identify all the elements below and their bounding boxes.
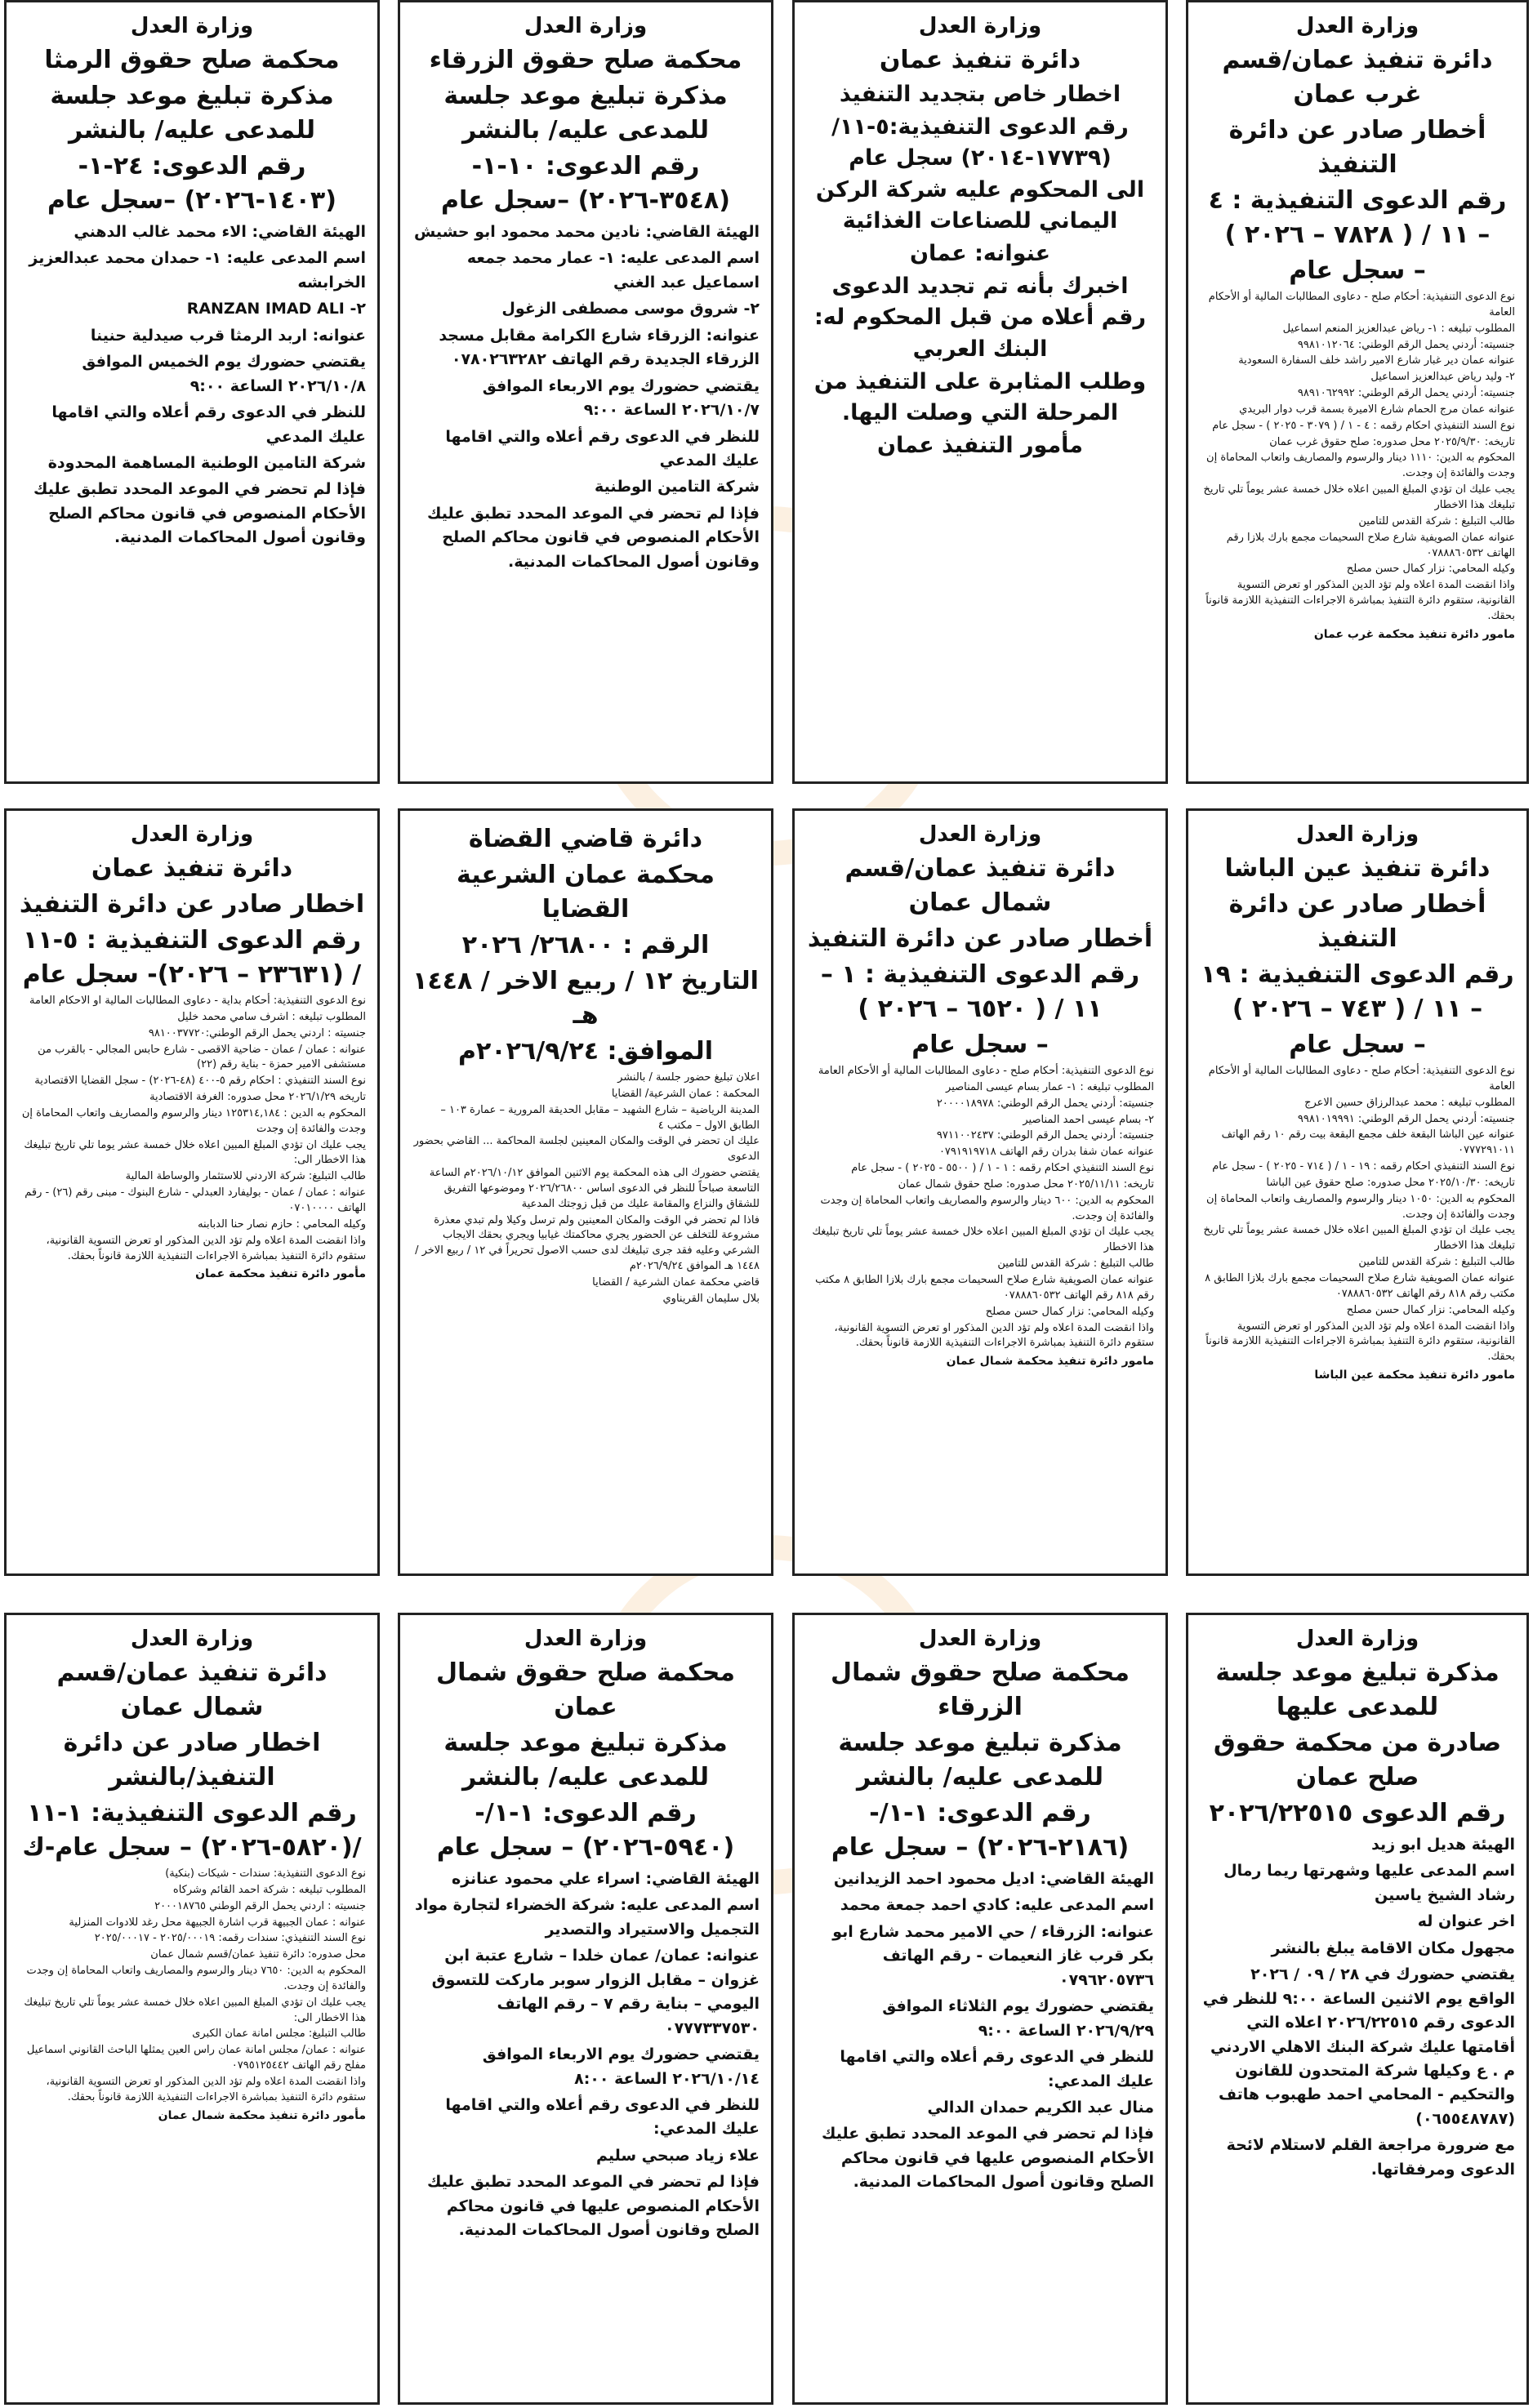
case-number: رقم الدعوى التنفيذية : ٤ – ١١ / ( ٧٨٢٨ – ٢٠٢٦ ) (1208, 186, 1507, 249)
notice-line: جنسيته : اردني يحمل الرقم الوطني ٢٠٠٠١٨٧٦٥ (154, 1899, 366, 1912)
notice-line: ٢- شروق موسى مصطفى الزغول (501, 300, 760, 318)
notice-heading: اخطار صادر عن دائرة التنفيذ (19, 890, 365, 919)
notice-line: طالب التبليغ: مجلس امانة عمان الكبرى (192, 2027, 366, 2041)
notice-heading: أخطار صادر عن دائرة التنفيذ (1228, 890, 1486, 953)
notice-heading: دائرة تنفيذ عمان/قسم شمال عمان (56, 1658, 328, 1721)
notice-line: المحكوم به الدين: ١١١٠ دينار والرسوم والمصاريف واتعاب المحاماة إن وجدت والفائدة إن وجدت. (1206, 452, 1515, 480)
notice-line: مع ضرورة مراجعة القلم لاستلام لائحة الدعوى ومرفقاتها. (1226, 2136, 1515, 2179)
notice-line: عنوانه عمان مرج الحمام شارع الاميرة بسمة قرب دوار البريدي (1239, 403, 1515, 416)
notice-line: المحكوم به الدين : ١٢٥٣١٤,١٨٤ دينار والرسوم والمصاريف واتعاب المحاماة إن وجدت والفائدة إن وجدت (21, 1106, 366, 1135)
notice-line: علاء زياد صبحي سليم (595, 2146, 760, 2165)
notice-heading: دائرة تنفيذ عمان (879, 46, 1081, 74)
notice-heading: محكمة صلح حقوق شمال عمان (436, 1658, 735, 1721)
notice-line: يجب عليك ان تؤدي المبلغ المبين اعلاه خلال خمسة عشر يوماً تلي تاريخ تبليغك هذا الاخطار الى: (24, 1996, 366, 2024)
ministry-name: وزارة العدل (1295, 1627, 1419, 1651)
notice-line: الهيئة هديل ابو زيد (1371, 1836, 1515, 1854)
notice-signature: مامور دائرة تنفيذ محكمة عين الباشا (1314, 1369, 1515, 1382)
legal-notice (792, 1613, 1168, 2405)
legal-notice (398, 1613, 773, 2405)
notice-line: طالب التبليغ : شركة القدس للتامين (1358, 1256, 1515, 1269)
notice-line: نوع السند التنفيذي احكام رقمه : ١٩ - ١ / ( ٧١٤ - ٢٠٢٥ ) - سجل عام (1212, 1160, 1515, 1173)
notice-line: بلال سليمان القريناوي (662, 1292, 760, 1305)
notice-line: عنوانه: عمان (909, 240, 1051, 266)
notice-line: المطلوب تبليغه : اشرف سامي محمد خليل (177, 1010, 366, 1023)
notice-line: يقتضي حضورك يوم الخميس الموافق ٢٠٢٦/١٠/٨ الساعة ٩:٠٠ (82, 353, 366, 395)
notice-line: يقتضي حضورك يوم الاربعاء الموافق ٢٠٢٦/١٠/١٤ الساعة ٨:٠٠ (482, 2045, 760, 2088)
notice-line: يقتضي حضورك يوم الاربعاء الموافق ٢٠٢٦/١٠/٧ الساعة ٩:٠٠ (482, 376, 760, 420)
notice-line: طالب التبليغ : شركة القدس للتامين (997, 1257, 1154, 1271)
ministry-name: وزارة العدل (524, 14, 648, 38)
notice-line: عنوانه عمان الصويفية شارع صلاح السحيمات مجمع بارك بلازا رقم الهاتف ٠٧٨٨٨٦٠٥٣٢ (1226, 531, 1515, 559)
notice-line: نوع السند التنفيذي : احكام رقم ٥-٤٠٠ (٤٨-٢٠٢٦) - سجل القضايا الاقتصادية (34, 1075, 366, 1088)
notice-heading: مذكرة تبليغ موعد جلسة للمدعى عليه/ بالنشر (50, 82, 334, 145)
notice-line: اسم المدعى عليها وشهرتها ريما رمال رشاد الشيخ ياسين (1223, 1862, 1515, 1904)
notice-line: تاريخه ٢٠٢٦/١/٢٩ محل صدوره: الغرفة الاقتصادية (149, 1091, 366, 1104)
notice-line: وكيله المحامي : حازم نصار حنا الدبابنه (198, 1217, 366, 1231)
notice-line: نوع الدعوى التنفيذية: أحكام صلح - دعاوى المطالبات المالية أو الأحكام العامة (1208, 1065, 1515, 1093)
notice-signature: مأمور دائرة تنفيذ محكمة عمان (195, 1267, 366, 1281)
case-number: رقم الدعوى ٢٠٢٦/٢٢٥١٥ (1209, 1799, 1506, 1827)
case-number: رقم الدعوى التنفيذية : ١٩ – ١١ / ( ٧٤٣ – ٢٠٢٦ ) (1201, 960, 1514, 1023)
notice-line: نوع السند التنفيذي احكام رقمه : ٤ - ١ / ( ٣٠٧٩ - ٢٠٢٥ ) - سجل عام (1212, 419, 1515, 432)
notice-heading: أخطار صادر عن دائرة التنفيذ (1228, 116, 1486, 179)
notice-line: وكيله المحامي: نزار كمال حسن مصلح (985, 1305, 1154, 1318)
notice-heading: دائرة تنفيذ عمان/قسم غرب عمان (1222, 46, 1493, 109)
notice-line: عنوانه: اربد الرمثا قرب صيدلية حنينا (90, 326, 366, 345)
notice-line: الهيئة القاضي: اديل محمود احمد الزيدانين (833, 1870, 1154, 1888)
notice-line: يجب عليك ان تؤدي المبلغ المبين اعلاه خلال خمسة عشر يوماً تلي تاريخ تبليغك هذا الاخطار (1203, 483, 1515, 511)
notice-line: جنسيته : اردني يحمل الرقم الوطني:٩٨١٠٠٣٧٧٢٠ (148, 1026, 366, 1039)
notice-line: عنوانه : عمان/ مجلس امانة عمان راس العين يمثلها الباحث القانوني اسماعيل مفلح رقم الهاتف ٠٧٩٥١٢٥٤٤٢ (26, 2044, 366, 2072)
ministry-name: وزارة العدل (918, 1627, 1042, 1651)
notice-line: جنسيته: أردني يحمل الرقم الوطني: ٩٨٩١٠٦٢٩٩٢ (1297, 387, 1515, 400)
notice-line: تاريخه: ٢٠٢٥/١١/١١ محل صدوره: صلح حقوق شمال عمان (898, 1177, 1154, 1191)
notice-line: فإذا لم تحضر في الموعد المحدد تطبق عليك الأحكام المنصوص في قانون محاكم الصلح وقانون أصول المحاكمات المدنية. (33, 480, 366, 547)
notice-line: وطلب المثابرة على التنفيذ من المرحلة التي وصلت اليها. (813, 369, 1147, 425)
notice-line: للنظر في الدعوى رقم أعلاه والتي اقامها عليك المدعي (445, 427, 760, 470)
notice-line: المطلوب تبليغه : شركة احمد القائم وشركاه (172, 1883, 366, 1896)
ministry-name: وزارة العدل (130, 14, 254, 38)
notice-line: ٢- RANZAN IMAD ALI (186, 300, 366, 318)
notice-line: للنظر في الدعوى رقم أعلاه والتي اقامها عليك المدعي (51, 403, 366, 446)
legal-notice (792, 808, 1168, 1576)
notice-heading: محكمة صلح حقوق الزرقاء (429, 46, 742, 74)
notice-line: عليك ان تحضر في الوقت والمكان المعينين لجلسة المحاكمة ... القاضي بحضور الدعوى (413, 1135, 760, 1164)
notice-line: جنسيته: أردني يحمل الرقم الوطني: ٩٩٨١٠١٩٩٩١ (1297, 1112, 1515, 1125)
notice-line: جنسيته: أردني يحمل الرقم الوطني: ٩٩٨١٠١٢٠٦٤ (1297, 338, 1515, 351)
notice-line: نوع الدعوى التنفيذية: أحكام صلح - دعاوى المطالبات المالية أو الأحكام العامة (1208, 291, 1515, 318)
notice-heading: مذكرة تبليغ موعد جلسة للمدعى عليه/ بالنشر (838, 1729, 1122, 1792)
notice-line: تاريخه: ٢٠٢٥/١٠/٣٠ محل صدوره: صلح حقوق عين الباشا (1266, 1176, 1515, 1189)
notice-line: الهيئة القاضي: نادين محمد محمود ابو حشيش (413, 223, 760, 241)
notice-heading: محكمة صلح حقوق الرمثا (44, 46, 340, 74)
notice-line: اسم المدعى عليه: شركة الخضراء لتجارة مواد التجميل والاستيراد والتصدير (415, 1896, 760, 1938)
notice-line: طالب التبليغ: شركة الاردني للاستثمار والوساطة المالية (125, 1170, 366, 1183)
notice-line: جنسيته: أردني يحمل الرقم الوطني: ٢٠٠٠٠١٨٩٧٨ (936, 1097, 1154, 1110)
notice-line: اعلان تبليغ حضور جلسة / بالنشر (617, 1071, 760, 1084)
case-number: رقم الدعوى: ١-١/-(٢١٨٦-٢٠٢٦) – سجل عام (831, 1799, 1130, 1862)
notice-line: نوع الدعوى التنفيذية: سندات - شيكات (بنكية) (165, 1867, 366, 1880)
legal-notice (792, 0, 1168, 784)
notice-line: نوع السند التنفيذي: سندات رقمه: ٢٠٢٥/٠٠٠١٩ - ٢٠٢٥/٠٠٠١٧ (94, 1932, 366, 1945)
notice-line: نوع الدعوى التنفيذية: أحكام صلح - دعاوى المطالبات المالية أو الأحكام العامة (818, 1065, 1154, 1077)
ministry-name: وزارة العدل (1295, 14, 1419, 38)
notice-line: ٢- بسام عيسى احمد المناصير (1023, 1113, 1154, 1126)
notice-heading: دائرة تنفيذ عين الباشا (1224, 854, 1491, 883)
notice-line: عنوانه عمان شفا بدران رقم الهاتف ٠٧٩١٩١٩٧١٨ (938, 1146, 1154, 1159)
notice-line: يقتضي حضورك الى هذه المحكمة يوم الاثنين الموافق ٢٠٢٦/١٠/١٢م الساعة التاسعة صباحاً للنظر في الدعوى اساس ٢٠٢٦/٢٦٨٠٠ وموضوعها التفريق للشقاق والنزاع والمقامة عليك من قبل زوجتك المدعية (429, 1167, 760, 1210)
notice-line: اخبرك بأنه تم تجديد الدعوى رقم أعلاه من قبل المحكوم له: (813, 273, 1147, 330)
ministry-name: وزارة العدل (1295, 822, 1419, 847)
notice-line: ٢- وليد رياض عبدالعزيز اسماعيل (1370, 371, 1515, 384)
notice-line: عنوانه: الزرقاء شارع الكرامة مقابل مسجد الزرقاء الجديدة رقم الهاتف ٠٧٨٠٢٦٣٢٨٢ (439, 326, 760, 369)
legal-notice (4, 808, 380, 1576)
notice-line: محل صدوره: دائرة تنفيذ عمان/قسم شمال عمان (150, 1948, 366, 1961)
notice-line: المطلوب تبليغه : محمد عبدالرزاق حسين الاعرج (1304, 1096, 1515, 1109)
notice-line: عنوانه : عمان / عمان - ضاحية الاقصى - شارع حابس المجالي - بالقرب من مستشفى الامير حمزة - بناية رقم (٢٢) (38, 1043, 366, 1071)
legal-notice (398, 0, 773, 784)
notice-line: واذا انقضت المدة اعلاه ولم تؤد الدين المذكور او تعرض التسوية القانونية، ستقوم دائرة التنفيذ بمباشرة الاجراءات التنفيذية اللازمة قانوناً بحقك. (834, 1321, 1154, 1350)
notice-line: طالب التبليغ : شركة القدس للتامين (1358, 514, 1515, 527)
case-number: الرقم : ٢٦٨٠٠/ ٢٠٢٦ (461, 931, 710, 959)
notice-line: اخطار خاص بتجديد التنفيذ (839, 82, 1121, 107)
notice-line: وكيله المحامي: نزار كمال حسن مصلح (1346, 1303, 1515, 1316)
notice-line: فإذا لم تحضر في الموعد المحدد تطبق عليك الأحكام المنصوص عليها في قانون محاكم الصلح وقانون أصول المحاكمات المدنية. (427, 2173, 760, 2240)
notice-line: تاريخه: ٢٠٢٥/٩/٣٠ محل صدوره: صلح حقوق غرب عمان (1269, 435, 1515, 448)
notice-heading: دائرة تنفيذ عمان (91, 854, 293, 883)
notice-line: الهيئة القاضي: اسراء علي محمود عنانزه (451, 1870, 760, 1888)
notice-signature: مأمور دائرة تنفيذ محكمة شمال عمان (158, 2108, 366, 2122)
ministry-name: وزارة العدل (130, 822, 254, 847)
notice-line: المحكمة : عمان الشرعية/ القضايا (611, 1087, 760, 1100)
notice-line: منال عبد الكريم حمدان الدالي (927, 2098, 1154, 2116)
case-number: رقم الدعوى التنفيذية: ١-١١ /(٥٨٢٠-٢٠٢٦) – سجل عام-ك (22, 1799, 362, 1862)
case-register: – سجل عام (911, 1030, 1049, 1059)
notice-line: الى المحكوم عليه شركة الركن اليماني للصناعات الغذائية (815, 177, 1145, 234)
notice-line: للنظر في الدعوى رقم أعلاه والتي اقامها عليك المدعي: (840, 2048, 1154, 2090)
notice-line: نوع السند التنفيذي احكام رقمه : ١ - ١ / ( ٥٥٠٠ - ٢٠٢٥ ) - سجل عام (851, 1162, 1154, 1175)
notice-line: جنسيته: أردني يحمل الرقم الوطني: ٩٧١١٠٠٢٤٣٧ (936, 1129, 1154, 1142)
case-number: رقم الدعوى: ١-١/-(٥٩٤٠-٢٠٢٦) – سجل عام (436, 1799, 735, 1862)
notice-line: واذا انقضت المدة اعلاه ولم تؤد الدين المذكور او تعرض التسوية القانونية، ستقوم دائرة التنفيذ بمباشرة الاجراءات التنفيذية اللازمة قانوناً بحقك. (1205, 1320, 1515, 1364)
notice-heading: دائرة قاضي القضاة (468, 825, 703, 853)
notice-signature: مامور دائرة تنفيذ محكمة شمال عمان (946, 1355, 1154, 1369)
notice-line: المحكوم به الدين: ٧٦٥٠ دينار والرسوم والمصاريف واتعاب المحاماة إن وجدت والفائدة إن وجدت. (26, 1965, 366, 1992)
notice-line: المطلوب تبليغه : ١- رياض عبدالعزيز المنعم اسماعيل (1282, 322, 1515, 335)
notice-line: فاذا لم تحضر في الوقت والمكان المعينين ولم ترسل وكيلا ولم تبدي معذرة مشروعة للتخلف عن الحضور يجري محاكمتك غيابيا ويجري بحقك الايجاب الشرعي وعليه فقد جرى تبليغك لدى حسب الاصول تحريراً في ١٢ / ربيع الاخر / ١٤٤٨ هـ الموافق ٢٠٢٦/٩/٢٤م (415, 1213, 760, 1273)
notice-signature: مأمور التنفيذ عمان (876, 432, 1084, 458)
notice-line: عنوانه عمان الصويفية شارع صلاح السحيمات مجمع بارك بلازا الطابق ٨ مكتب رقم ٨١٨ رقم الهاتف ٠٧٨٨٨٦٠٥٣٢ (1205, 1271, 1515, 1300)
case-number: رقم الدعوى التنفيذية:٥-١١/ (١٧٧٣٩-٢٠١٤) سجل عام (831, 114, 1129, 171)
notice-heading: دائرة تنفيذ عمان/قسم شمال عمان (844, 854, 1116, 917)
ministry-name: وزارة العدل (524, 1627, 648, 1651)
notice-heading: محكمة عمان الشرعية القضايا (457, 861, 715, 924)
notice-signature: مامور دائرة تنفيذ محكمة غرب عمان (1313, 627, 1515, 641)
notice-heading: مذكرة تبليغ موعد جلسة للمدعى عليها (1215, 1658, 1500, 1721)
notice-line: يقتضي حضورك يوم الثلاثاء الموافق ٢٠٢٦/٩/٢٩ الساعة ٩:٠٠ (882, 1997, 1154, 2040)
notice-line: واذا انقضت المدة اعلاه ولم تؤد الدين المذكور او تعرض التسوية القانونية، ستقوم دائرة التنفيذ بمباشرة الاجراءات التنفيذية اللازمة قانوناً بحقك. (1205, 579, 1515, 622)
legal-notice (1186, 808, 1529, 1576)
notice-line: يجب عليك ان تؤدي المبلغ المبين اعلاه خلال خمسة عشر يوما تلي تاريخ تبليغك هذا الاخطار الى: (24, 1138, 366, 1167)
notice-line: اخر عنوان له (1417, 1912, 1515, 1931)
notice-line: مجهول مكان الاقامة يبلغ بالنشر (1271, 1938, 1515, 1957)
notice-line: يجب عليك ان تؤدي المبلغ المبين اعلاه خلال خمسة عشر يوماً تلي تاريخ تبليغك هذا الاخطار (812, 1226, 1154, 1254)
ministry-name: وزارة العدل (918, 14, 1042, 38)
legal-notice (1186, 1613, 1529, 2405)
notice-line: المدينة الرياضية – شارع الشهيد – مقابل الحديقة المرورية – عمارة ١٠٣ – الطابق الاول – مكتب ٤ (440, 1103, 760, 1132)
legal-notice (4, 1613, 380, 2405)
case-number: رقم الدعوى: ١٠-١-(٣٥٤٨-٢٠٢٦) –سجل عام (441, 152, 730, 215)
notice-line: عنوانه عمان الصويفية شارع صلاح السحيمات مجمع بارك بلازا الطابق ٨ مكتب رقم ٨١٨ رقم الهاتف ٠٧٨٨٨٦٠٥٣٢ (815, 1273, 1154, 1302)
notice-line: المحكوم به الدين: ١٠٥٠ دينار والرسوم والمصاريف واتعاب المحاماة إن وجدت والفائدة إن وجدت. (1206, 1192, 1515, 1221)
notice-line: اسم المدعى عليه: كادي احمد جمعة محمد (840, 1896, 1154, 1915)
notice-line: عنوانه : عمان / عمان - بوليفارد العبدلي - شارع البنوك - مبنى رقم (٢٦) - رقم الهاتف ٠٧٠١٠٠٠٠ (25, 1186, 366, 1214)
legal-notice (1186, 0, 1529, 784)
notice-line: عنوانه: الزرقاء / حي الامير محمد شارع ابو بكر قرب غاز النعيمات - رقم الهاتف ٠٧٩٦٢٠٥٧٣٦ (832, 1922, 1154, 1989)
case-register: – سجل عام (1289, 1030, 1426, 1059)
notice-line: يجب عليك ان تؤدي المبلغ المبين اعلاه خلال خمسة عشر يوماً تلي تاريخ تبليغك هذا الاخطار (1203, 1224, 1515, 1253)
legal-notice (4, 0, 380, 784)
notice-line: يقتضي حضورك في ٢٨ / ٠٩ / ٢٠٢٦ الواقع يوم الاثنين الساعة ٩:٠٠ للنظر في الدعوى رقم ٢٠٢٦/٢٢٥١٥ اعلاه التي أقامتها عليك شركة البنك الاهلي الاردني م . ع وكيلها شركة المتحدون للقانون والتحكيم - المحامي احمد طهبوب هاتف (٠٦٥٥٤٨٧٨٧) (1202, 1965, 1515, 2128)
notice-line: المطلوب تبليغه : ١- عمار بسام عيسى المناصير (946, 1080, 1154, 1093)
notice-date: الموافق: ٢٠٢٦/٩/٢٤م (458, 1037, 713, 1066)
notice-line: فإذا لم تحضر في الموعد المحدد تطبق عليك الأحكام المنصوص في قانون محاكم الصلح وقانون أصول المحاكمات المدنية. (427, 504, 760, 571)
notice-line: المحكوم به الدين: ٦٠٠ دينار والرسوم والمصاريف واتعاب المحاماة إن وجدت والفائدة إن وجدت. (820, 1194, 1154, 1222)
notice-line: عنوانه عمان دير غبار شارع الامير راشد خلف السفارة السعودية (1238, 354, 1515, 367)
notice-line: واذا انقضت المدة اعلاه ولم تؤد الدين المذكور او تعرض التسوية القانونية، ستقوم دائرة التنفيذ بمباشرة الاجراءات التنفيذية اللازمة قانوناً بحقك. (46, 2075, 366, 2103)
notice-line: عنوانه عين الباشا البقعة خلف مجمع البقعة بيت رقم ١٠ رقم الهاتف ٠٧٧٧٢٩١٠١١ (1221, 1128, 1515, 1157)
case-number: رقم الدعوى: ٢٤-١-(١٤٠٣-٢٠٢٦) –سجل عام (47, 152, 336, 215)
notice-heading: أخطار صادر عن دائرة التنفيذ (807, 924, 1153, 953)
case-register: – سجل عام (1289, 256, 1426, 285)
notice-line: شركة التامين الوطنية (595, 478, 760, 496)
legal-notice (398, 808, 773, 1576)
case-number: رقم الدعوى التنفيذية : ٥-١١ / (٢٣٦٣١ – ٢٠٢٦)- سجل عام (22, 926, 362, 989)
notice-heading: صادرة من محكمة حقوق صلح عمان (1213, 1729, 1502, 1792)
notice-heading: محكمة صلح حقوق شمال الزرقاء (831, 1658, 1130, 1721)
notice-line: نوع الدعوى التنفيذية: أحكام بداية - دعاوى المطالبات المالية او الاحكام العامة (29, 995, 366, 1007)
notice-line: اسم المدعى عليه: ١- حمدان محمد عبدالعزيز الخرابشه (29, 249, 366, 292)
notice-line: واذا انقضت المدة اعلاه ولم تؤد الدين المذكور او تعرض التسوية القانونية، ستقوم دائرة التنفيذ بمباشرة الاجراءات التنفيذية اللازمة قانوناً بحقك. (46, 1234, 366, 1262)
notice-heading: مذكرة تبليغ موعد جلسة للمدعى عليه/ بالنشر (443, 82, 728, 145)
notice-heading: مذكرة تبليغ موعد جلسة للمدعى عليه/ بالنشر (443, 1729, 728, 1792)
notice-line: البنك العربي (912, 336, 1048, 363)
ministry-name: وزارة العدل (918, 822, 1042, 847)
notice-line: للنظر في الدعوى رقم أعلاه والتي اقامها عليك المدعي: (445, 2095, 760, 2139)
notice-line: عنوانه: عمان/ عمان خلدا – شارع عتبة ابن غزوان – مقابل الزوار سوبر ماركت للتسوق اليومي – بناية رقم ٧ – رقم الهاتف ٠٧٧٧٣٣٧٥٣٠ (431, 1947, 760, 2037)
case-number: رقم الدعوى التنفيذية : ١ – ١١ / ( ٦٥٢٠ – ٢٠٢٦ ) (820, 960, 1140, 1023)
notice-line: شركة التامين الوطنية المساهمة المحدودة (47, 453, 366, 472)
notice-line: اسم المدعى عليه: ١- عمار محمد جمعه اسماعيل عبد الغني (466, 249, 760, 292)
notice-date: التاريخ ١٢ / ربيع الاخر / ١٤٤٨ هـ (412, 967, 759, 1030)
notice-line: فإذا لم تحضر في الموعد المحدد تطبق عليك الأحكام المنصوص عليها في قانون محاكم الصلح وقانون أصول المحاكمات المدنية. (822, 2125, 1154, 2192)
notice-line: الهيئة القاضي: الاء محمد غالب الدهني (74, 223, 366, 241)
notice-line: وكيله المحامي: نزار كمال حسن مصلح (1346, 563, 1515, 576)
notice-line: قاضي محكمة عمان الشرعية / القضايا (592, 1275, 760, 1289)
notice-line: عنوانه : عمان الجبيهة قرب اشارة الجبيهة محل رغد للادوات المنزلية (69, 1916, 366, 1929)
notice-heading: اخطار صادر عن دائرة التنفيذ/بالنشر (63, 1729, 321, 1792)
ministry-name: وزارة العدل (130, 1627, 254, 1651)
